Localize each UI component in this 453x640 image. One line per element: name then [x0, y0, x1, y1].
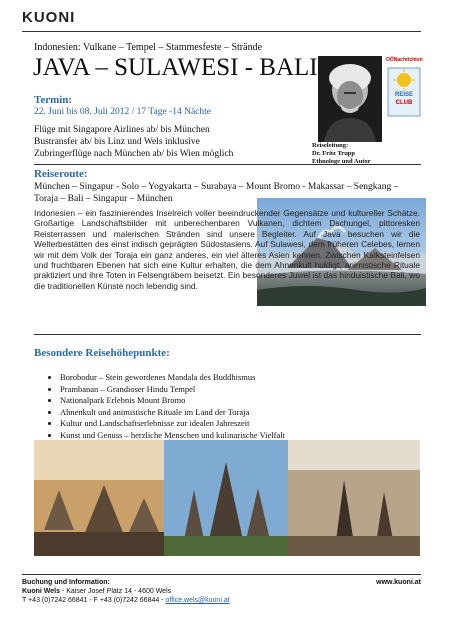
- trip-title: JAVA – SULAWESI - BALI: [33, 54, 318, 81]
- badge-brand: OÖNachrichten: [386, 57, 423, 63]
- termin-heading: Termin:: [34, 94, 73, 106]
- section-rule-2: [34, 334, 421, 335]
- highlight-item: • Prambanan – Grandioser Hindu Tempel: [60, 384, 368, 396]
- flight-line-1: Flüge mit Singapore Airlines ab/ bis München: [34, 125, 210, 135]
- bali-photo: [288, 440, 420, 556]
- guide-caption-line3: Ethnologe und Autor: [312, 158, 371, 165]
- reise-club-badge: [386, 56, 422, 118]
- badge-reise: REISE: [394, 92, 413, 98]
- section-rule-1: [34, 164, 421, 165]
- footer-email-link[interactable]: office.wels@kuoni.at: [165, 597, 230, 604]
- photo-strip: [34, 440, 420, 556]
- prambanan-photo: [164, 440, 288, 556]
- kuoni-logo: KUONI: [22, 9, 76, 26]
- highlights-heading: Besondere Reisehöhepunkte:: [34, 347, 170, 359]
- footer-website[interactable]: www.kuoni.at: [376, 579, 421, 586]
- highlight-item: • Kultur und Landschaftserlebnisse zur idealen Jahreszeit: [60, 418, 368, 430]
- highlight-item: • Kunst und Genuss – herzliche Menschen und kulinarische Vielfalt: [60, 430, 368, 442]
- route-line-1: München – Singapur - Solo – Yogyakarta – Surabaya – Mount Bromo - Makassar – Sengkang –: [34, 182, 399, 192]
- footer-contact: [22, 596, 230, 605]
- badge-club: CLUB: [395, 100, 413, 106]
- guide-caption-line1: Reiseleitung:: [312, 142, 349, 149]
- guide-portrait: [318, 56, 382, 142]
- route-line-2: Toraja – Bali – Singapur – München: [34, 194, 173, 204]
- footer-rule: [22, 574, 421, 575]
- guide-caption-line2: Dr. Fritz Trupp: [312, 150, 356, 157]
- footer-company: Kuoni Wels: [22, 588, 60, 595]
- guide-caption: [312, 142, 371, 166]
- trip-subtitle: Indonesien: Vulkane – Tempel – Stammesfeste – Strände: [34, 42, 263, 53]
- footer-address-text: - Kaiser Josef Platz 14 - 4600 Wels: [59, 588, 172, 595]
- termin-dates: 22. Juni bis 08. Juli 2012 / 17 Tage -14 Nächte: [34, 107, 212, 117]
- flight-info: [34, 124, 233, 160]
- route-heading: Reiseroute:: [34, 168, 88, 180]
- header-rule: [22, 31, 421, 32]
- footer-phone: T +43 (0)7242 66841 - F +43 (0)7242 66844 -: [22, 597, 166, 604]
- borobudur-photo: [34, 440, 164, 556]
- description-text: Indonesien – ein faszinierendes Inselreich voller beeindruckender Gegensätze und kultureller Schätze. Großartige Landschaftsbilder mit unberechenbaren Vulkanen, dichtem Dschungel, pittoresken Reisterrassen und malerischen Stränden sind unsere Begleiter. Auf Java besuchen wir die Welterbestätten des einst indisch geprägten Südostasiens. Auf Sulawesi, dem früheren Celebes, lernen wir mit dem Volk der Toraja ein ganz anderes, ein viel älteres Asien kennen. Zwischen Kalksteinfelsen und fruchtbaren Ebenen hat sich eine Kultur erhalten, die dem Ahnenkult huldigt, animistische Rituale praktiziert und ihre Toten in Felsengräbern beisetzt. Ein besonderes Juwel ist das hinduistische Bali, wo die traditionellen Künste noch lebendig sind.: [34, 208, 420, 291]
- flight-line-2: Bustransfer ab/ bis Linz und Wels inklusive: [34, 137, 200, 147]
- footer-heading: Buchung und Information:: [22, 579, 110, 586]
- footer-address: [22, 587, 171, 596]
- highlight-item: • Nationalpark Erlebnis Mount Bromo: [60, 395, 368, 407]
- flight-line-3: Zubringerflüge nach München ab/ bis Wien möglich: [34, 149, 234, 159]
- highlight-item: • Borobodur – Stein gewordenes Mandala des Buddhismus: [60, 372, 368, 384]
- highlight-item: • Ahnenkult und animistische Rituale im Land der Toraja: [60, 407, 368, 419]
